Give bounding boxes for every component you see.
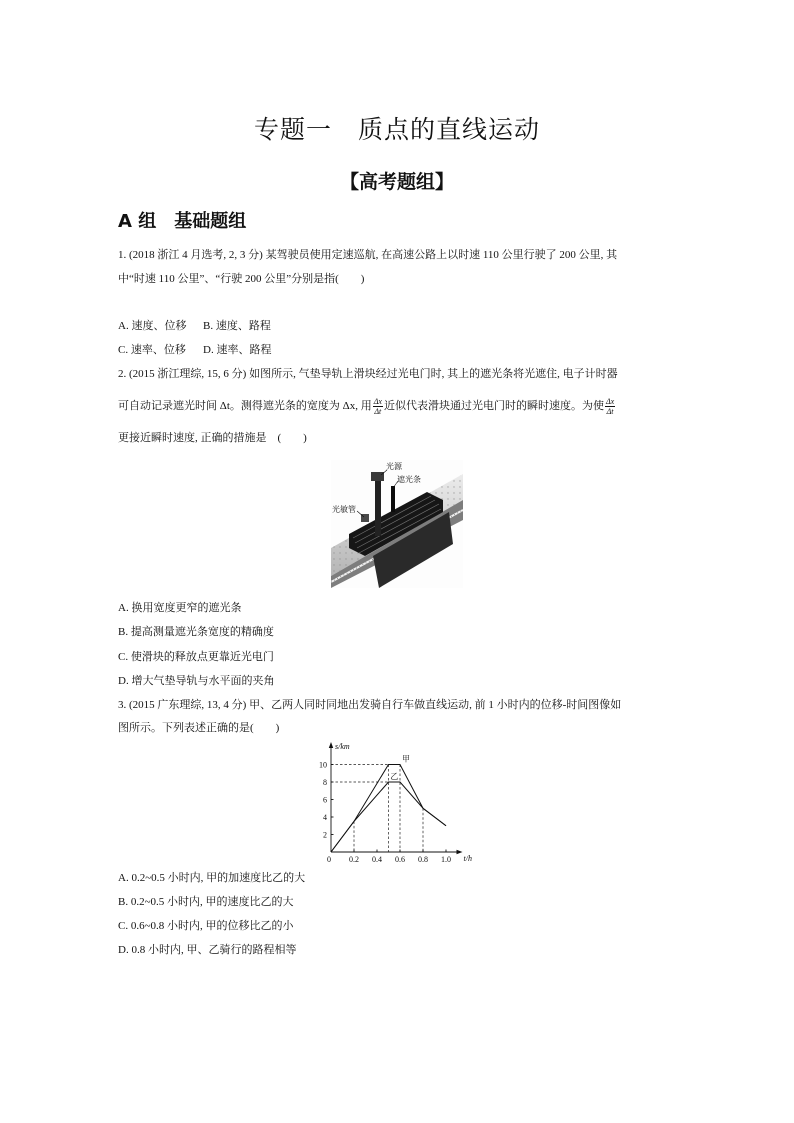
- x-axis-arrow: [457, 850, 463, 854]
- q2-stem-line-3: 更接近瞬时速度, 正确的措施是 ( ): [118, 432, 307, 444]
- velocity-fraction: [373, 397, 383, 416]
- y-tick-label-4: 4: [323, 813, 327, 822]
- x-tick-label-0.2: 0.2: [349, 855, 359, 864]
- q3-stem-line-2: 图所示。下列表述正确的是( ): [118, 722, 280, 734]
- velocity-fraction: [605, 397, 615, 416]
- q3-option-d: D. 0.8 小时内, 甲、乙骑行的路程相等: [118, 944, 297, 956]
- q2-option-b: B. 提高测量遮光条宽度的精确度: [118, 626, 274, 638]
- q3-option-c: C. 0.6~0.8 小时内, 甲的位移比乙的小: [118, 920, 294, 932]
- series-label-1: 甲: [402, 754, 410, 764]
- q2-stem-text-a: 可自动记录遮光时间 Δt。测得遮光条的宽度为 Δx, 用: [118, 400, 372, 412]
- x-tick-label-0.4: 0.4: [372, 855, 382, 864]
- x-tick-label-1.0: 1.0: [441, 855, 451, 864]
- origin-label: 0: [327, 855, 331, 864]
- air-track-photo: [331, 460, 463, 588]
- q3-option-b: B. 0.2~0.5 小时内, 甲的速度比乙的大: [118, 896, 294, 908]
- q2-option-c: C. 使滑块的释放点更靠近光电门: [118, 651, 274, 663]
- q1-option-b: B. 速度、路程: [203, 320, 271, 332]
- q3-stem-line-1: 3. (2015 广东理综, 13, 4 分) 甲、乙两人同时同地出发骑自行车做直线运动, 前 1 小时内的位移-时间图像如: [118, 699, 622, 711]
- y-axis-arrow: [329, 742, 333, 748]
- y-tick-label-2: 2: [323, 830, 327, 840]
- q1-option-a: A. 速度、位移: [118, 320, 187, 332]
- y-tick-label-10: 10: [319, 760, 327, 770]
- q2-stem-line-2: [118, 394, 616, 418]
- light-source-label: 光源: [386, 462, 402, 471]
- fraction-numerator: Δx: [605, 396, 615, 406]
- x-tick-label-0.8: 0.8: [418, 855, 428, 864]
- q1-option-c: C. 速率、位移: [118, 344, 186, 356]
- light-source-stand: [375, 478, 381, 536]
- light-source: [371, 472, 384, 481]
- fraction-numerator: Δx: [373, 396, 382, 406]
- q1-option-d: D. 速率、路程: [203, 344, 272, 356]
- photosensor-label: 光敏管: [332, 505, 356, 514]
- page-title: 专题一 质点的直线运动: [253, 115, 540, 144]
- q1-options-row-1: [118, 318, 271, 334]
- y-tick-label-8: 8: [323, 778, 327, 787]
- group-heading: A 组 基础题组: [118, 211, 247, 232]
- shading-strip: [391, 486, 395, 512]
- shading-strip-label: 遮光条: [397, 475, 421, 484]
- y-tick-label-6: 6: [323, 795, 327, 805]
- q1-stem-line-1: 1. (2018 浙江 4 月选考, 2, 3 分) 某驾驶员使用定速巡航, 在高速公路上以时速 110 公里行驶了 200 公里, 其: [118, 249, 618, 261]
- q1-options-row-2: [118, 342, 271, 358]
- q1-stem-line-2: 中“时速 110 公里”、“行驶 200 公里”分别是指( ): [118, 273, 365, 285]
- x-tick-label-0.6: 0.6: [395, 855, 405, 864]
- series-label-2: 乙: [390, 772, 399, 781]
- displacement-time-chart: [305, 738, 480, 870]
- x-axis-label: t/h: [463, 854, 472, 863]
- q3-option-a: A. 0.2~0.5 小时内, 甲的加速度比乙的大: [118, 872, 306, 884]
- q2-stem-line-1: 2. (2015 浙江理综, 15, 6 分) 如图所示, 气垫导轨上滑块经过光电门时, 其上的遮光条将光遮住, 电子计时器: [118, 368, 618, 380]
- q2-stem-text-b: 近似代表滑块通过光电门时的瞬时速度。为使: [383, 400, 604, 412]
- section-heading: 【高考题组】: [339, 171, 454, 193]
- fraction-denominator: Δt: [374, 406, 382, 416]
- q2-option-a: A. 换用宽度更窄的遮光条: [118, 602, 242, 614]
- y-axis-label: s/km: [335, 742, 350, 751]
- q2-option-d: D. 增大气垫导轨与水平面的夹角: [118, 675, 275, 687]
- fraction-denominator: Δt: [606, 406, 614, 416]
